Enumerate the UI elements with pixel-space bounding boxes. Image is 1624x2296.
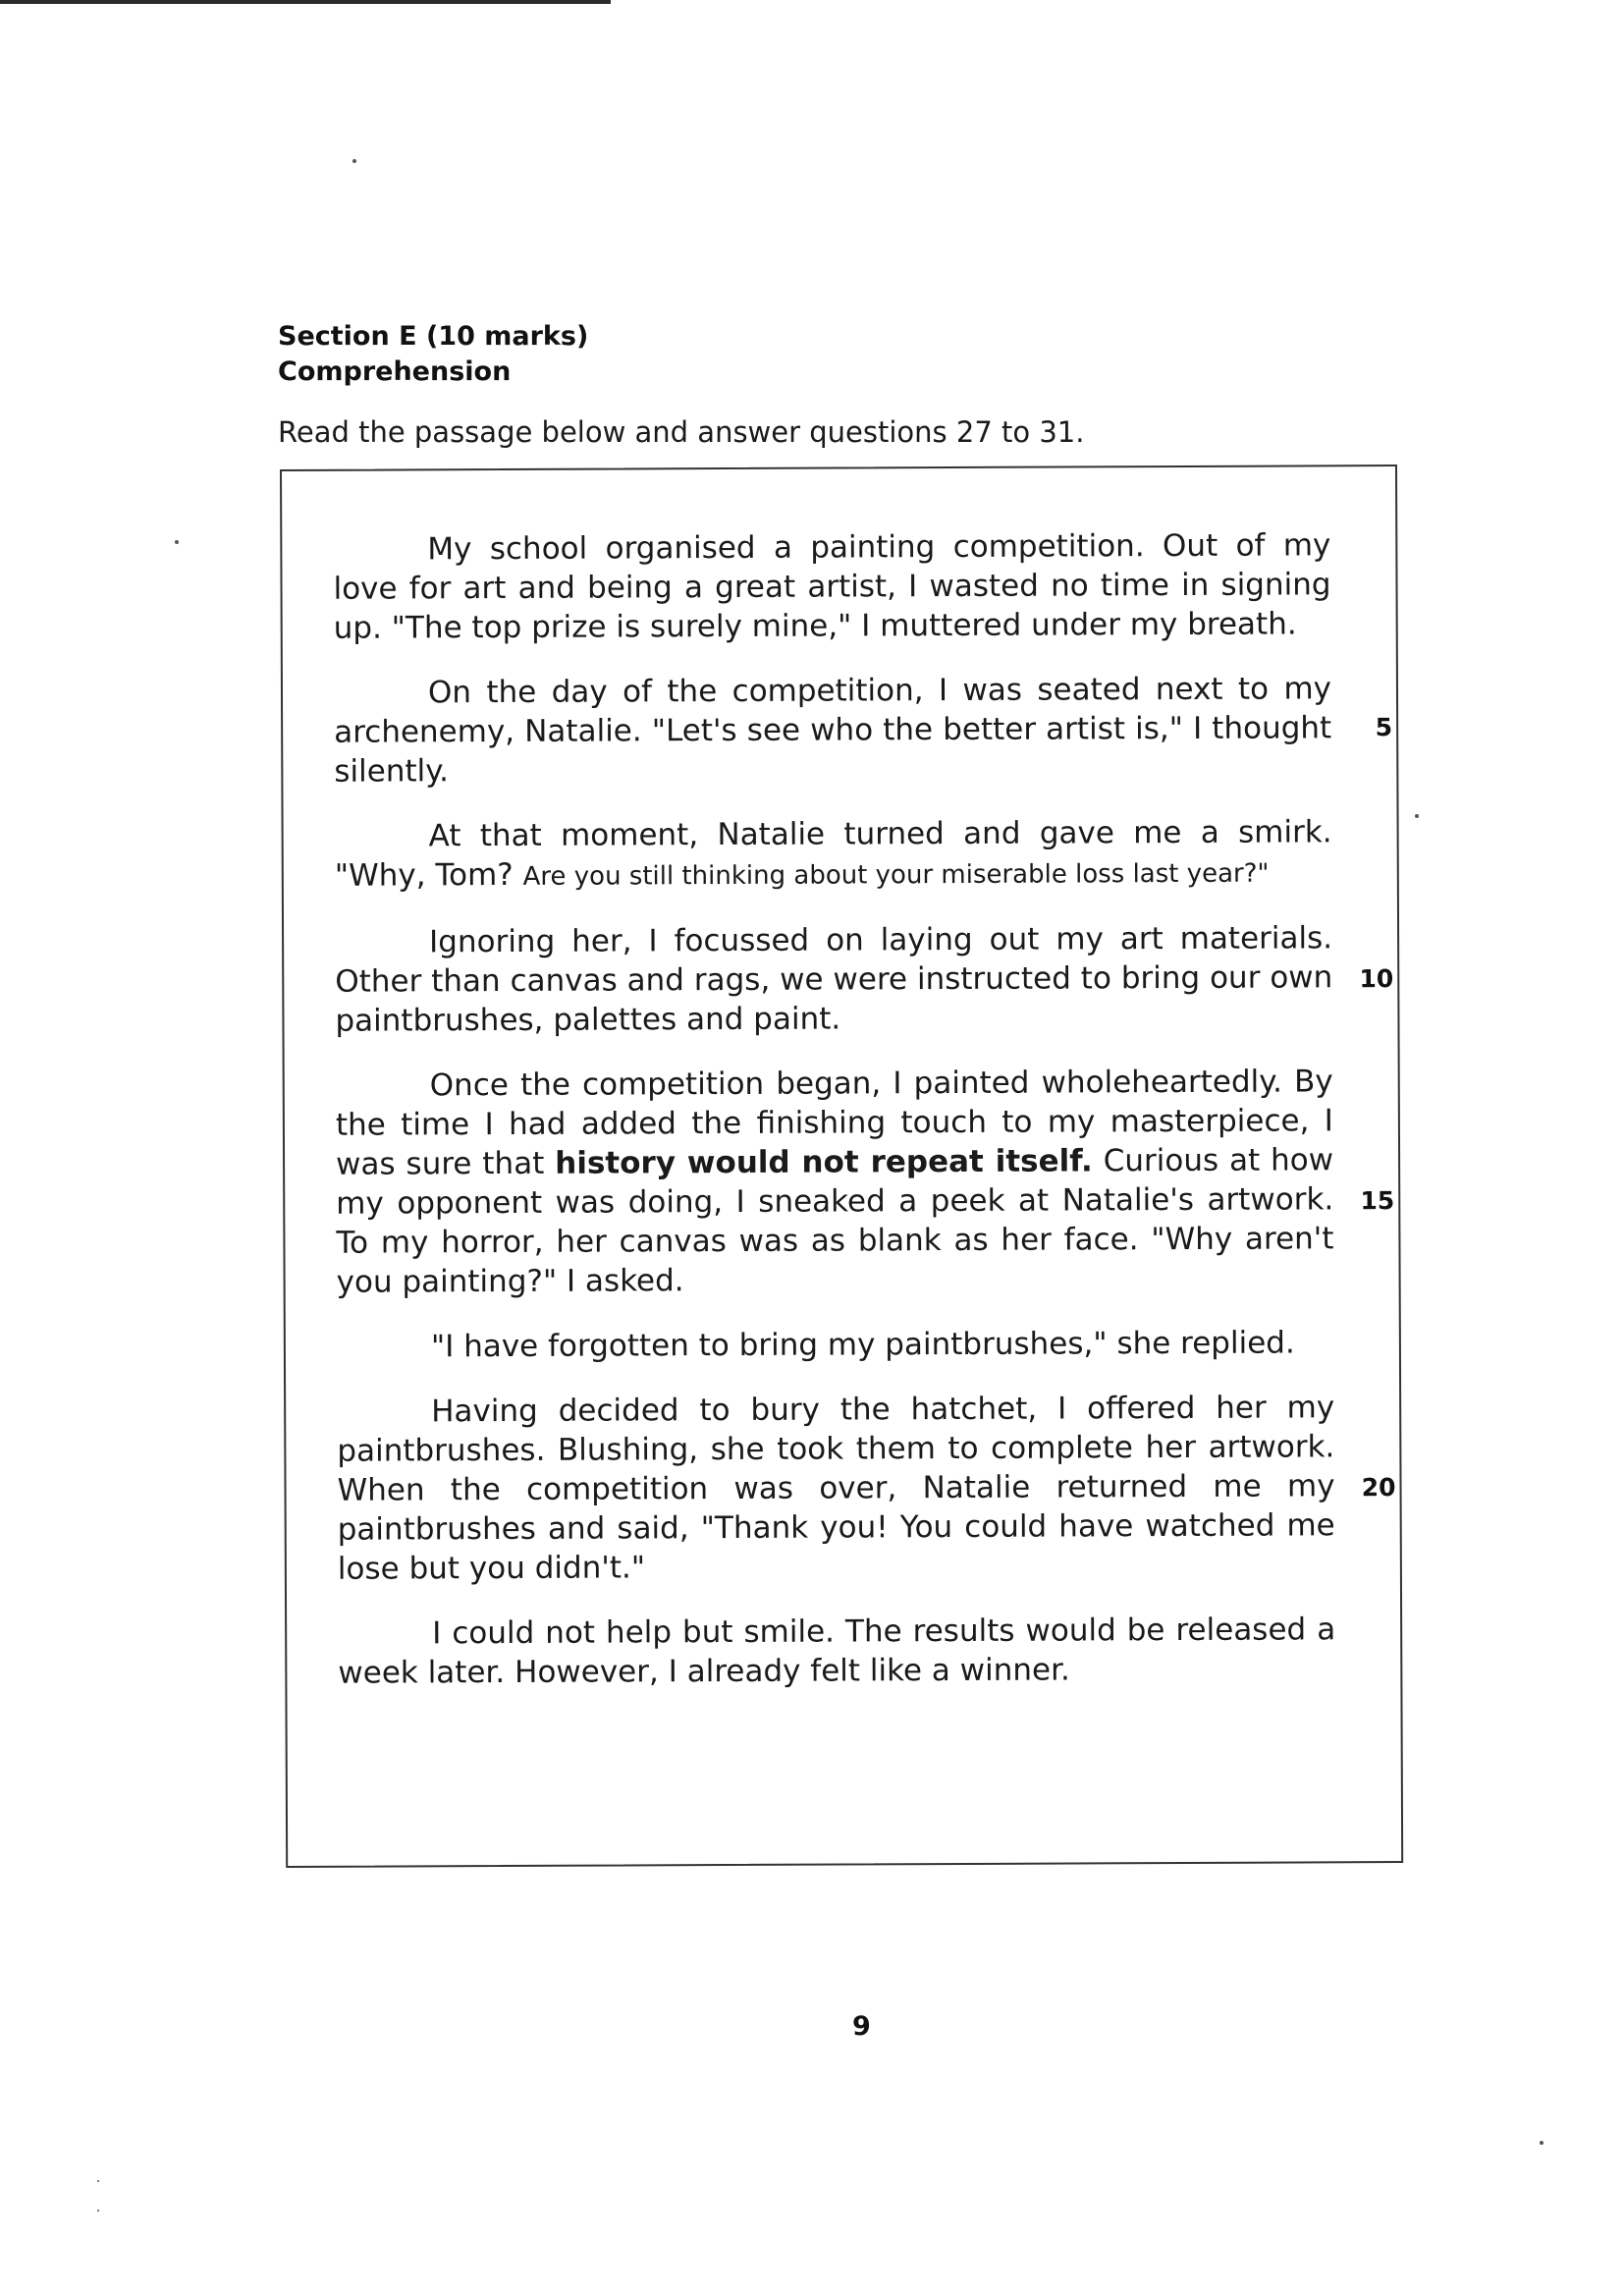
scan-speck (97, 2210, 99, 2212)
passage-paragraph-4 (335, 918, 1394, 1040)
paragraph-text: Once the competition began, I painted wholeheartedly. By the time I had added the finishing touch to my masterpiece, I was sure that (335, 1064, 1333, 1182)
passage-paragraph-7 (337, 1388, 1396, 1588)
page-number: 9 (852, 2011, 871, 2042)
paragraph-text: On the day of the competition, I was seated next to my archenemy, Natalie. "Let's see who the better artist is," I thought silently. (334, 671, 1332, 790)
section-title: Section E (10 marks) (278, 321, 589, 352)
passage-paragraph-1: My school organised a painting competition. Out of my love for art and being a great artist, I wasted no time in signing up. "The top prize is surely mine," I muttered under my breath. (333, 527, 1331, 646)
section-subtitle: Comprehension (278, 356, 512, 387)
highlighted-phrase: history would not repeat itself. (555, 1143, 1093, 1181)
line-number-15: 15 (1360, 1186, 1395, 1216)
paragraph-text-small: Are you still thinking about your miserable loss last year?" (522, 858, 1270, 892)
passage-paragraph-5 (335, 1062, 1395, 1301)
line-number-20: 20 (1361, 1473, 1396, 1503)
passage (333, 525, 1396, 1718)
scan-speck (1415, 814, 1419, 818)
scan-speck (97, 2180, 99, 2182)
paragraph-text: Ignoring her, I focussed on laying out my art materials. Other than canvas and rags, we were instructed to bring our own paintbrushes, palettes and paint. (335, 920, 1333, 1039)
paragraph-text: At that moment, Natalie turned and gave me a smirk. "Why, Tom? (334, 814, 1332, 894)
passage-paragraph-6: "I have forgotten to bring my paintbrushes," she replied. (430, 1325, 1295, 1365)
scan-speck (175, 540, 179, 544)
section-heading (278, 319, 588, 390)
passage-paragraph-8: I could not help but smile. The results would be released a week later. However, I already felt like a winner. (338, 1612, 1336, 1691)
passage-paragraph-3 (335, 812, 1332, 897)
passage-paragraph-2 (334, 669, 1393, 791)
paragraph-text: Having decided to bury the hatchet, I offered her my paintbrushes. Blushing, she took them to complete her artwork. When the competition was over, Natalie returned me my paintbrushes and said, "Thank you! You could have watched me lose but you didn't." (337, 1390, 1335, 1587)
passage-box (280, 465, 1403, 1868)
paragraph-text: Curious at how my opponent was doing, I sneaked a peek at Natalie's artwork. To my horror, her canvas was as blank as her face. "Why aren't you painting?" I asked. (336, 1142, 1334, 1300)
line-number-10: 10 (1359, 964, 1394, 994)
scan-speck (1540, 2141, 1543, 2145)
scan-speck (352, 159, 356, 163)
line-number-5: 5 (1375, 713, 1393, 742)
instruction-text: Read the passage below and answer questions 27 to 31. (278, 415, 1085, 449)
top-edge-rule (0, 0, 611, 4)
